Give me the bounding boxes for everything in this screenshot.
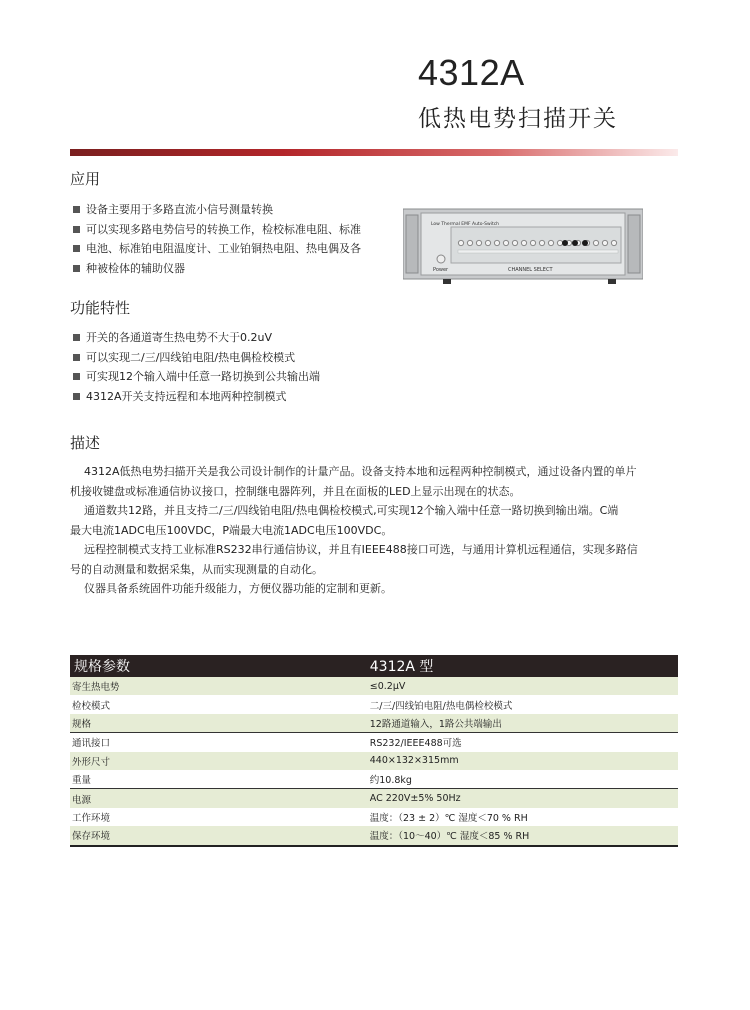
description-line: 机接收键盘或标准通信协议接口，控制继电器阵列，并且在面板的LED上显示出现在的状态。 [70,484,521,498]
table-row [70,789,678,808]
spec-value: 约10.8kg [154,770,678,789]
spec-key: 工作环境 [72,812,111,824]
spec-table-header [70,655,678,677]
table-row [70,752,678,770]
description-line: 仪器具备系统固件功能升级能力，方便仪器功能的定制和更新。 [84,582,392,595]
spec-value: RS232/IEEE488可选 [369,738,462,750]
description-line: 通道数共12路，并且支持二/三/四线铂电阻/热电偶检校模式,可实现12个输入端中任意一路切换到输出端。C端 [84,504,619,517]
spec-value: ≤0.2μV [154,677,678,695]
model-number: 4312A [418,52,525,93]
description-line: 远程控制模式支持工业标准RS232串行通信协议，并且有IEEE488接口可选，与通用计算机远程通信，实现多路信 [84,543,638,556]
list-item: 可实现12个输入端中任意一路切换到公共输出端 [72,367,472,387]
table-row [70,826,678,845]
spec-key: 电源 [70,789,154,808]
spec-key: 通讯接口 [72,738,111,750]
spec-header-label: 规格参数 [70,655,154,677]
list-item: 4312A开关支持远程和本地两种控制模式 [72,387,472,407]
list-item: 电池、标准铂电阻温度计、工业铂铜热电阻、热电偶及各 [72,239,392,259]
spec-value: 二/三/四线铂电阻/热电偶检校模式 [369,700,513,712]
spec-key: 保存环境 [70,826,154,845]
section-heading-description: 描述 [70,434,101,452]
table-row [70,808,678,826]
description-line: 最大电流1ADC电压100VDC，P端最大电流1ADC电压100VDC。 [70,523,393,537]
spec-value: 12路通道输入，1路公共端输出 [154,714,678,733]
power-button [437,255,445,263]
list-item: 可以实现二/三/四线铂电阻/热电偶检校模式 [72,348,472,368]
spec-key: 检校模式 [72,700,111,712]
spec-key: 寄生热电势 [70,677,154,695]
spec-key: 规格 [70,714,154,733]
power-label: Power [433,267,449,273]
description-line: 4312A低热电势扫描开关是我公司设计制作的计量产品。设备支持本地和远程两种控制模式，通过设备内置的单片 [84,465,637,478]
list-item: 设备主要用于多路直流小信号测量转换 [72,200,392,220]
list-item: 开关的各通道寄生热电势不大于0.2uV [72,328,472,348]
list-item: 可以实现多路电势信号的转换工作，检校标准电阻、标准 [72,220,392,240]
table-row [70,677,678,695]
table-row [70,714,678,733]
spec-value: 温度：（10～40）℃ 湿度＜85 % RH [154,826,678,845]
application-list [72,200,392,278]
spec-header-model: 4312A 型 [154,655,678,677]
description-body [70,462,680,599]
spec-value: 温度：（23 ± 2）℃ 湿度＜70 % RH [369,812,528,824]
spec-value: 440×132×315mm [154,752,678,770]
spec-key: 外形尺寸 [70,752,154,770]
spec-value: AC 220V±5% 50Hz [154,789,678,808]
channel-select-label: CHANNEL SELECT [508,267,553,273]
table-row [70,695,678,713]
table-row [70,770,678,789]
section-heading-application: 应用 [70,170,101,188]
spec-key: 重量 [70,770,154,789]
header-divider [70,149,678,156]
description-line: 号的自动测量和数据采集，从而实现测量的自动化。 [70,562,323,576]
product-title: 低热电势扫描开关 [418,106,618,132]
list-item: 种被检体的辅助仪器 [72,259,392,279]
device-image [403,205,643,290]
device-panel-label: Low Thermal EMF Auto-Switch [431,222,500,227]
feature-list [72,328,472,406]
section-heading-features: 功能特性 [70,299,131,317]
table-row [70,733,678,752]
spec-table [70,655,678,847]
